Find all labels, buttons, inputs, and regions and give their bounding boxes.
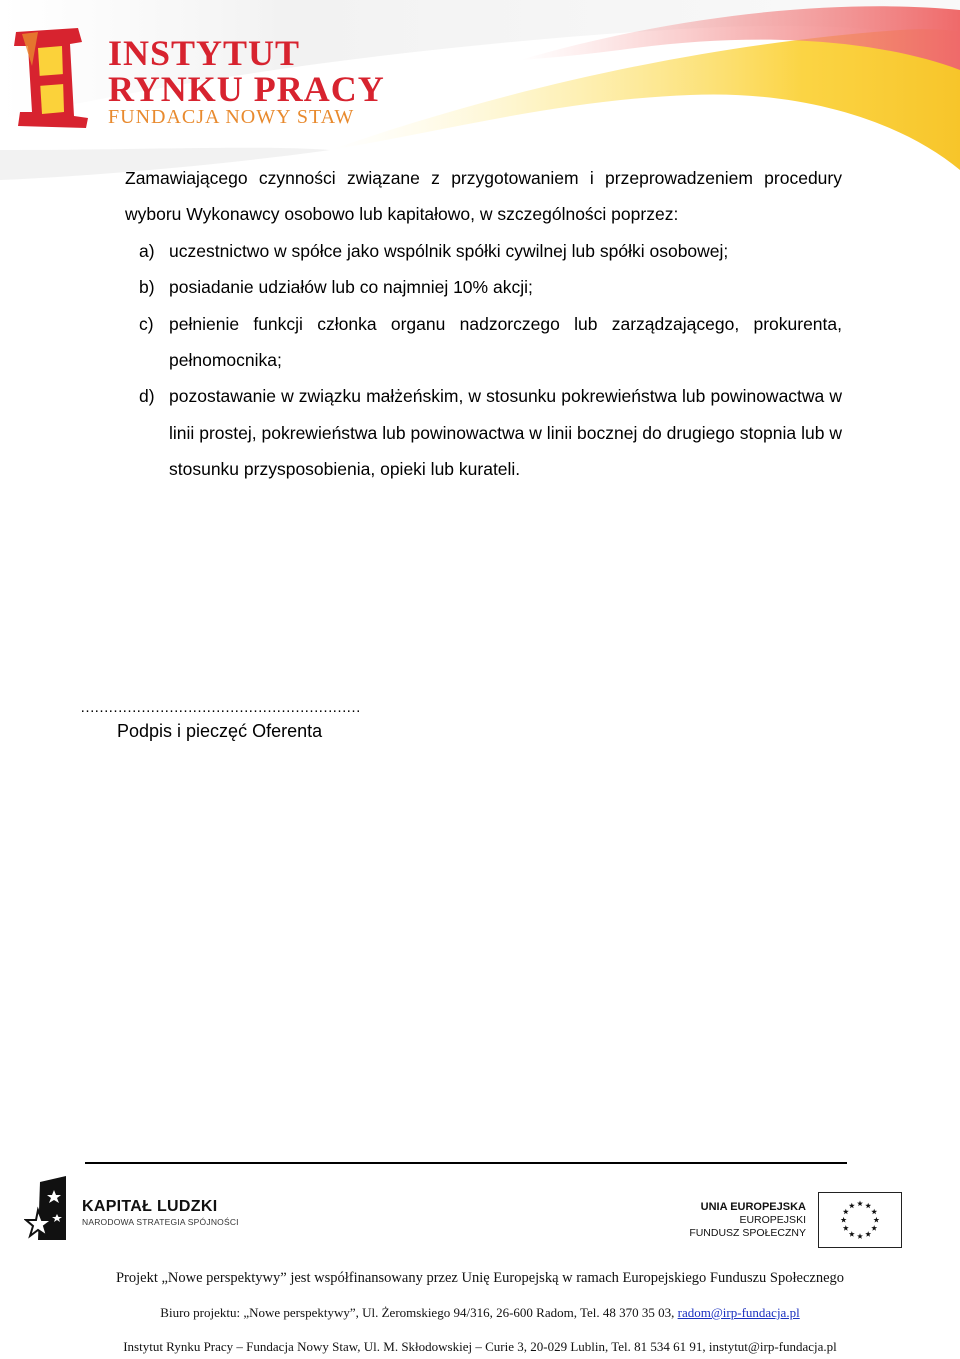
- eu-star-icon: [849, 1203, 855, 1209]
- kapital-ludzki-subtitle: NARODOWA STRATEGIA SPÓJNOŚCI: [82, 1217, 239, 1227]
- eu-star-icon: [865, 1231, 871, 1237]
- eu-star-icon: [843, 1225, 849, 1231]
- footer-institute-line: Instytut Rynku Pracy – Fundacja Nowy Staw, Ul. M. Skłodowskiej – Curie 3, 20-029 Lublin, Tel. 81 534 61 91, instytut@irp-fundacja.pl: [123, 1339, 837, 1354]
- list-item-text: pełnienie funkcji członka organu nadzorczego lub zarządzającego, prokurenta, pełnomocnika;: [169, 313, 842, 371]
- logo-text-line1: INSTYTUT: [108, 33, 301, 73]
- intro-paragraph: Zamawiającego czynności związane z przygotowaniem i przeprowadzeniem procedury wyboru Wykonawcy osobowo lub kapitałowo, w szczególności poprzez:: [125, 168, 842, 225]
- eu-star-icon: [857, 1201, 863, 1207]
- signature-label: Podpis i pieczęć Oferenta: [117, 721, 323, 741]
- eu-star-icon: [871, 1209, 877, 1215]
- institute-logo: [8, 26, 385, 136]
- document-body: [125, 160, 842, 488]
- list-marker: d): [139, 386, 155, 407]
- eu-star-icon: [857, 1233, 863, 1239]
- logo-text-line3: FUNDACJA NOWY STAW: [108, 106, 355, 128]
- logo-mark-icon: [8, 26, 94, 130]
- footer-office-email-link[interactable]: radom@irp-fundacja.pl: [677, 1305, 800, 1320]
- list-marker: b): [139, 277, 155, 298]
- eu-star-icon: [865, 1203, 871, 1209]
- list-marker: a): [139, 240, 155, 261]
- eu-star-icon: [843, 1209, 849, 1215]
- footer-office-text: Biuro projektu: „Nowe perspektywy”, Ul. Żeromskiego 94/316, 26-600 Radom, Tel. 48 370 35 03,: [160, 1305, 675, 1320]
- list-item: [125, 233, 842, 269]
- eu-star-icon: [849, 1231, 855, 1237]
- footer-office-line: [0, 1305, 960, 1321]
- list-marker: c): [139, 313, 154, 334]
- kapital-ludzki-logo: [24, 1176, 244, 1246]
- signature-line: ……………………………………………………: [80, 699, 360, 716]
- eu-flag-icon: [818, 1192, 902, 1248]
- eu-star-icon: [841, 1217, 847, 1223]
- eu-label-line1: UNIA EUROPEJSKA: [700, 1201, 806, 1213]
- eu-label-line2: EUROPEJSKI: [739, 1214, 806, 1226]
- footer-project-line: Projekt „Nowe perspektywy” jest współfinansowany przez Unię Europejską w ramach Europejskiego Funduszu Społecznego: [115, 1270, 845, 1286]
- conditions-list: [125, 233, 842, 488]
- eu-label-line3: FUNDUSZ SPOŁECZNY: [689, 1227, 806, 1239]
- list-item: [125, 269, 842, 305]
- list-item-text: pozostawanie w związku małżeńskim, w stosunku pokrewieństwa lub powinowactwa w linii prostej, pokrewieństwa lub powinowactwa w linii bocznej do drugiego stopnia lub w stosunku przysposobienia, opieki lub kurateli.: [169, 386, 842, 480]
- list-item: [125, 378, 842, 487]
- list-item: [125, 306, 842, 379]
- kapital-ludzki-title: KAPITAŁ LUDZKI: [82, 1198, 218, 1215]
- kapital-ludzki-emblem-icon: [24, 1176, 68, 1242]
- list-item-text: uczestnictwo w spółce jako wspólnik spółki cywilnej lub spółki osobowej;: [169, 240, 729, 261]
- footer-divider: [85, 1162, 847, 1164]
- eu-star-icon: [873, 1217, 879, 1223]
- eu-logo: [690, 1192, 902, 1250]
- list-item-text: posiadanie udziałów lub co najmniej 10% akcji;: [169, 277, 533, 298]
- logo-text-line2: RYNKU PRACY: [108, 69, 385, 109]
- eu-star-icon: [871, 1225, 877, 1231]
